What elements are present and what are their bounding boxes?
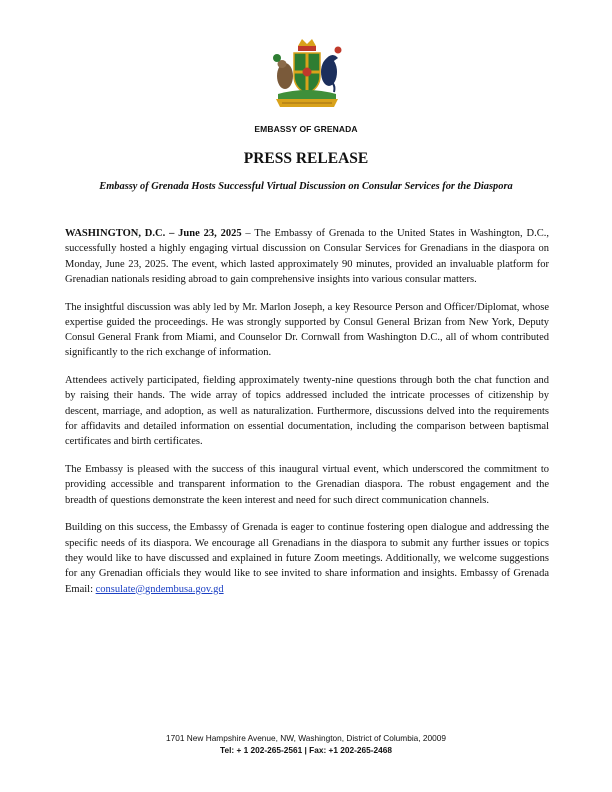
email-link[interactable]: consulate@gndembusa.gov.gd bbox=[95, 583, 224, 595]
footer-contact: Tel: + 1 202-265-2561 | Fax: +1 202-265-2468 bbox=[220, 745, 392, 756]
paragraph-5 bbox=[65, 520, 549, 596]
paragraph-4: The Embassy is pleased with the success of this inaugural virtual event, which underscored the commitment to providing accessible and transparent information to the Grenadian diaspora. The robust engagement and the breadth of questions demonstrate the keen interest and need for such direct communication channels. bbox=[65, 464, 549, 506]
paragraph-1-text: – The Embassy of Grenada to the United States in Washington, D.C., successfully hosted a highly engaging virtual discussion on Consular Services for Grenadians in the diaspora on Monday, June 23, 2025. The event, which lasted approximately 90 minutes, provided an invaluable platform for Grenadian nationals residing abroad to gain comprehensive insights into various consular matters. bbox=[65, 228, 549, 285]
paragraph-5-text: Building on this success, the Embassy of Grenada is eager to continue fostering open dialogue and addressing the specific needs of its diaspora. We encourage all Grenadians in the diaspora to submit any further issues or topics they would like to have discussed and explained in future Zoom meetings. Additionally, we welcome suggestions for any Grenadian officials they would like to see invited to share information and insights. Embassy of Grenada Email: bbox=[65, 522, 549, 595]
paragraph-3: Attendees actively participated, fielding approximately twenty-nine questions through both the chat function and by raising their hands. The wide array of topics addressed included the intricate processes of citizenship by descent, marriage, and adoption, as well as naturalization. Furthermore, discussions delved into the requirements for affidavits and detailed information on essential documentation, including the comparison between baptismal certificates and birth certificates. bbox=[65, 375, 549, 448]
embassy-name: EMBASSY OF GRENADA bbox=[254, 124, 358, 134]
footer-address: 1701 New Hampshire Avenue, NW, Washington, District of Columbia, 20009 bbox=[166, 733, 446, 743]
press-release-body bbox=[65, 226, 549, 609]
dateline: WASHINGTON, D.C. – June 23, 2025 bbox=[65, 228, 242, 239]
page-title: PRESS RELEASE bbox=[243, 150, 369, 167]
paragraph-1 bbox=[65, 226, 549, 287]
footer bbox=[0, 732, 612, 757]
grenada-coat-of-arms-icon bbox=[268, 36, 346, 110]
paragraph-2: The insightful discussion was ably led by Mr. Marlon Joseph, a key Resource Person and Officer/Diplomat, whose expertise guided the proceedings. He was strongly supported by Consul General Brizan from New York, Deputy Consul General Frank from Miami, and Counselor Dr. Cornwall from Washington D.C., all of whom contributed significantly to the rich exchange of information. bbox=[65, 301, 549, 359]
press-release-subtitle: Embassy of Grenada Hosts Successful Virtual Discussion on Consular Services for the Diaspora bbox=[99, 181, 513, 192]
